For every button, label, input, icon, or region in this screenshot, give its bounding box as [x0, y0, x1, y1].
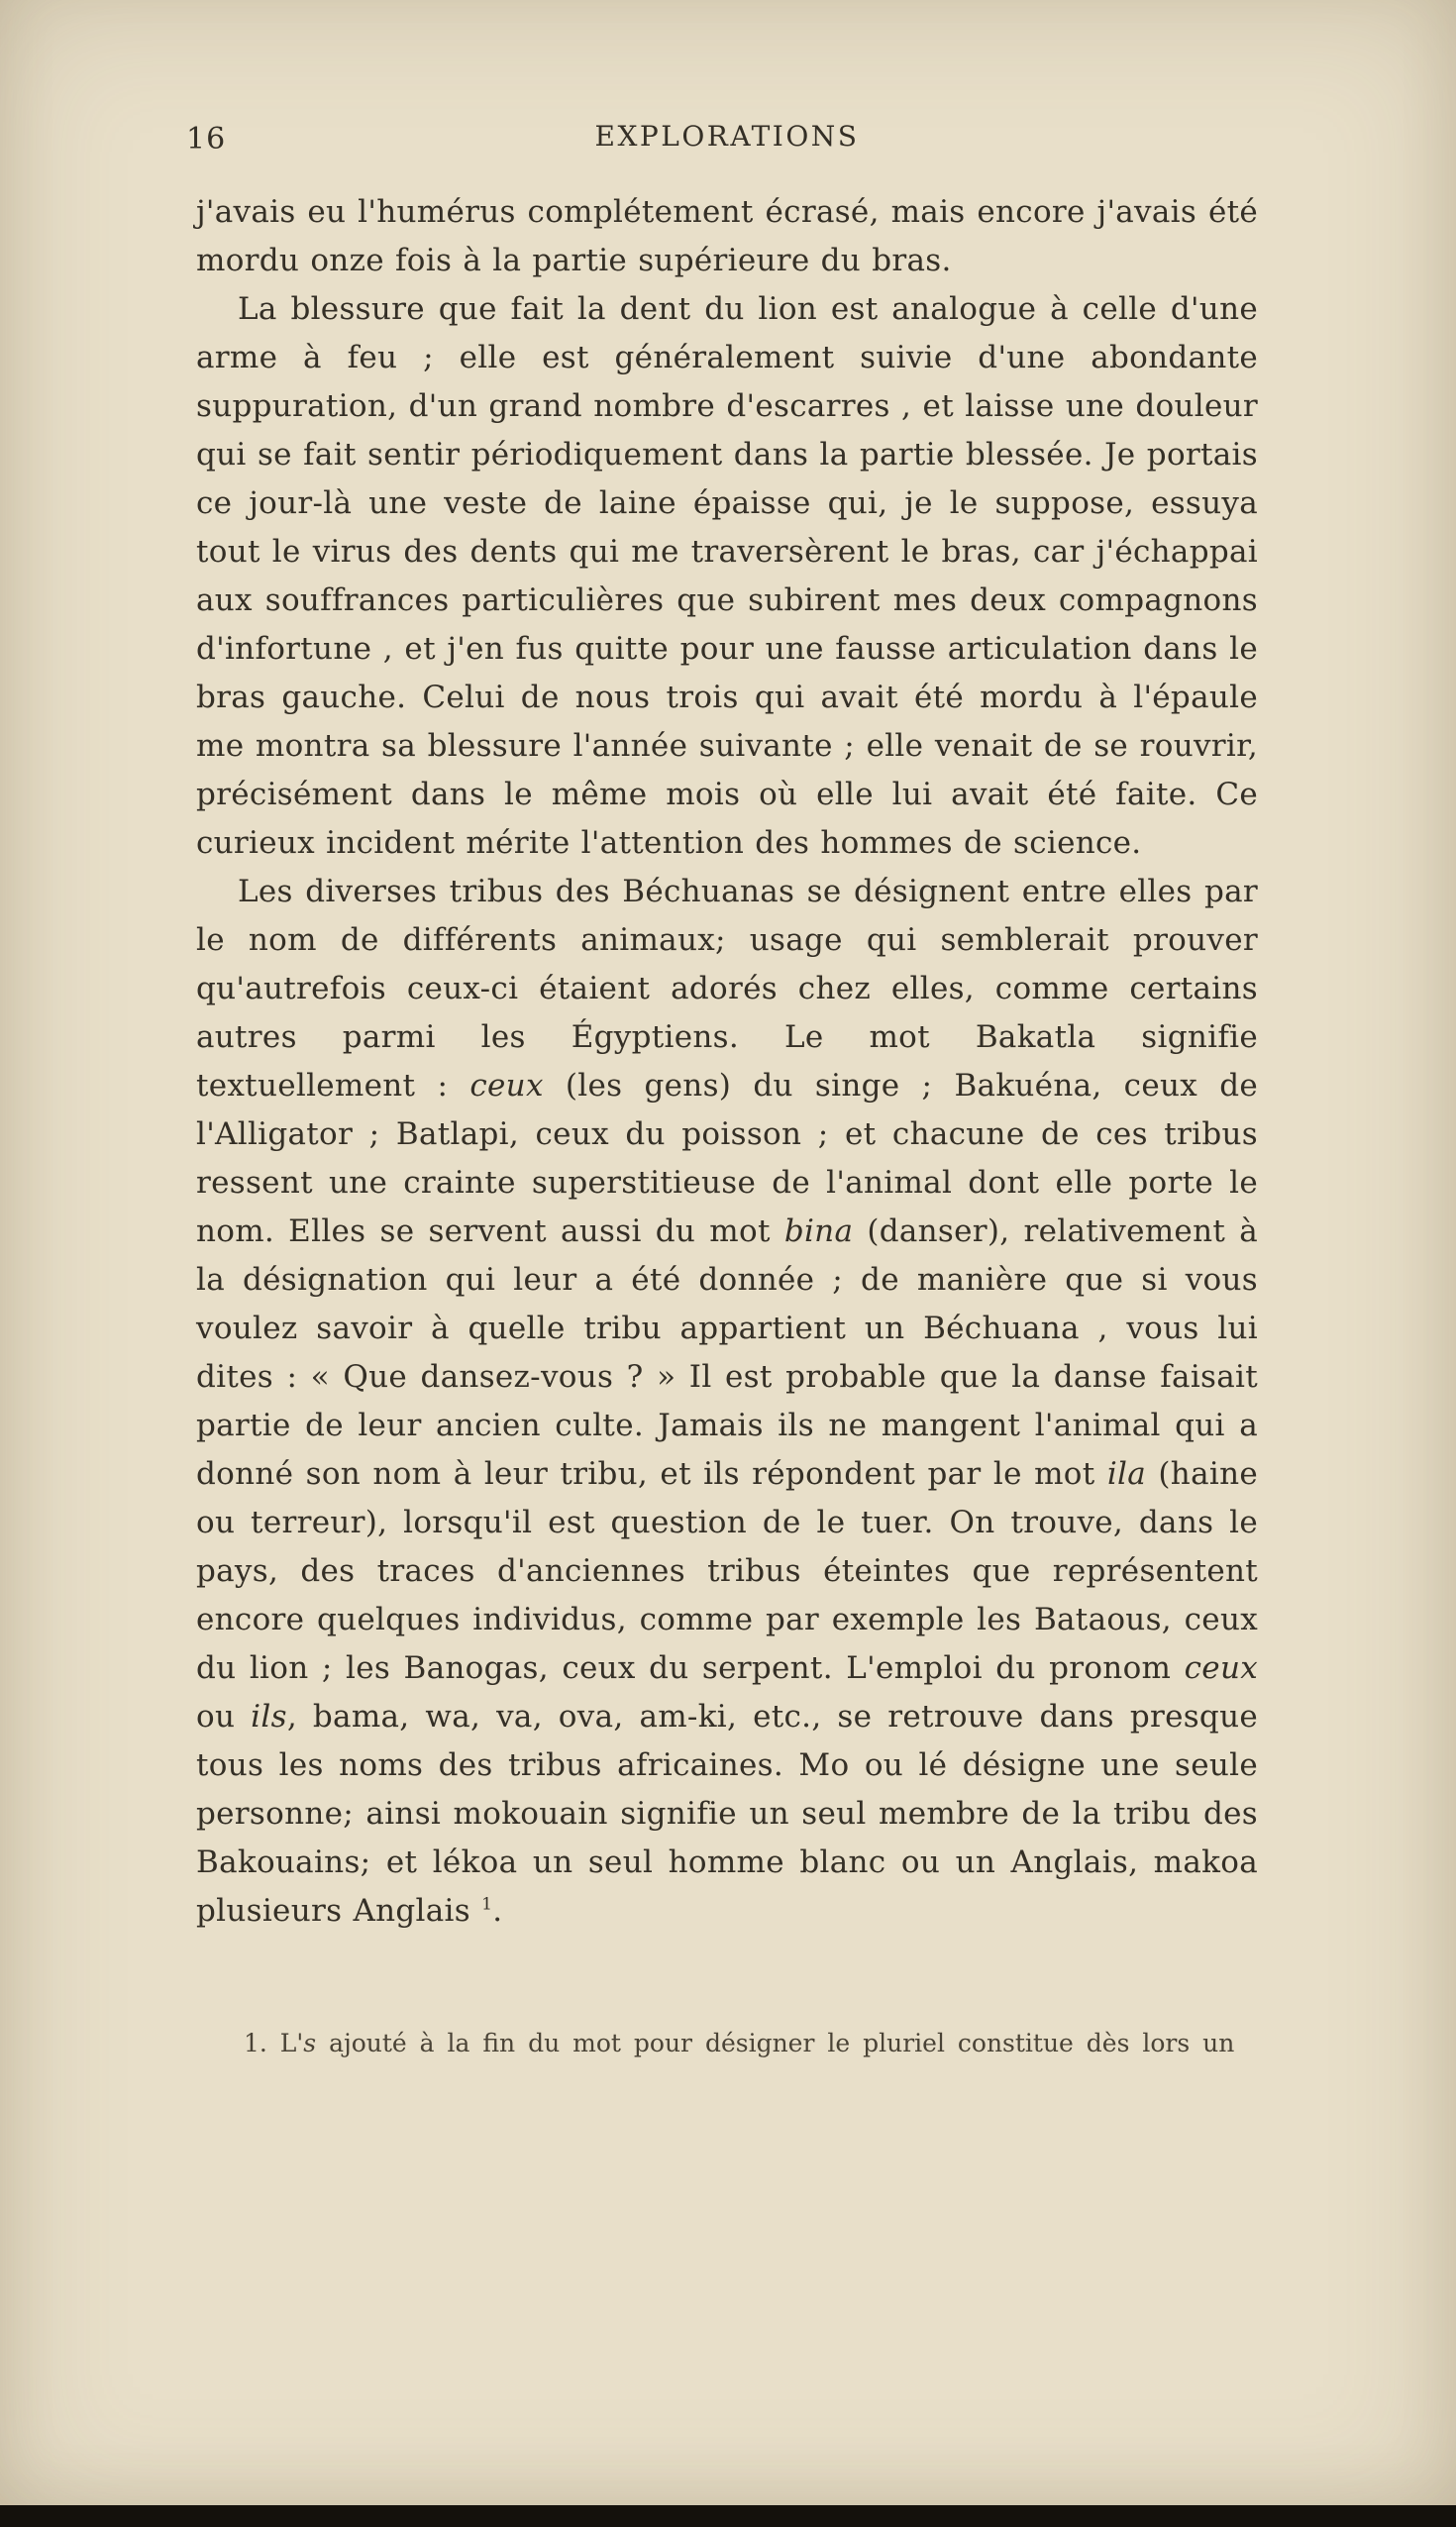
- page-number: 16: [186, 122, 227, 157]
- paragraph: [196, 868, 1258, 1936]
- footnote-text: [196, 2025, 1258, 2062]
- page-header: [186, 117, 1258, 168]
- paragraph: [196, 285, 1258, 868]
- text-segment: s: [303, 2029, 317, 2057]
- footnote: [196, 2025, 1258, 2062]
- text-segment: ils: [251, 1699, 287, 1735]
- footnote-reference: 1: [481, 1894, 493, 1915]
- scan-edge-bottom: [0, 2505, 1456, 2527]
- text-segment: j'avais eu l'humérus complétement écrasé, mais encore j'avais été mordu onze fois à la partie supérieure du bras.: [196, 194, 1258, 278]
- paragraph: [196, 188, 1258, 285]
- text-segment: ceux: [469, 1068, 544, 1104]
- text-segment: La blessure que fait la dent du lion est analogue à celle d'une arme à feu ; elle est généralement suivie d'une abondante suppuration, d'un grand nombre d'escarres , et laisse une douleur qui se fait sentir périodiquement dans la partie blessée. Je portais ce jour-là une veste de laine épaisse qui, je le suppose, essuya tout le virus des dents qui me traversèrent le bras, car j'échappai aux souffrances particulières que subirent mes deux compagnons d'infortune , et j'en fus quitte pour une fausse articulation dans le bras gauche. Celui de nous trois qui avait été mordu à l'épaule me montra sa blessure l'année suivante ; elle venait de se rouvrir, précisément dans le même mois où elle lui avait été faite. Ce curieux incident mérite l'attention des hommes de science.: [196, 291, 1258, 861]
- text-segment: .: [492, 1893, 503, 1929]
- text-segment: (haine ou terreur), lorsqu'il est question de le tuer. On trouve, dans le pays, des traces d'anciennes tribus éteintes que représentent encore quelques individus, comme par exemple les Bataous, ceux du lion ; les Banogas, ceux du serpent. L'emploi du pronom: [196, 1456, 1258, 1686]
- text-segment: Les diverses tribus des Béchuanas se désignent entre elles par le nom de différents animaux; usage qui semblerait prouver qu'autrefois ceux-ci étaient adorés chez elles, comme certains autres parmi les Égyptiens. Le mot Bakatla signifie textuellement :: [196, 874, 1258, 1104]
- running-title: EXPLORATIONS: [594, 120, 860, 153]
- text-segment: (danser), relativement à la désignation qui leur a été donnée ; de manière que si vous voulez savoir à quelle tribu appartient un Béchuana , vous lui dites : « Que dansez-vous ? » Il est probable que la danse faisait partie de leur ancien culte. Jamais ils ne mangent l'animal qui a donné son nom à leur tribu, et ils répondent par le mot: [196, 1213, 1258, 1492]
- body-text: [196, 188, 1258, 1936]
- text-segment: ceux: [1184, 1650, 1258, 1686]
- text-segment: bina: [783, 1213, 854, 1249]
- text-segment: , bama, wa, va, ova, am-ki, etc., se retrouve dans presque tous les noms des tribus africaines. Mo ou lé désigne une seule personne; ainsi mokouain signifie un seul membre de la tribu des Bakouains; et lékoa un seul homme blanc ou un Anglais, makoa plusieurs Anglais: [196, 1699, 1258, 1929]
- text-segment: ila: [1106, 1456, 1147, 1492]
- text-segment: (les gens) du singe ; Bakuéna, ceux de l'Alligator ; Batlapi, ceux du poisson ; et chacune de ces tribus ressent une crainte superstitieuse de l'animal dont elle porte le nom. Elles se servent aussi du mot: [196, 1068, 1258, 1249]
- text-segment: 1. L': [244, 2029, 304, 2057]
- text-segment: ou: [196, 1699, 252, 1735]
- text-segment: ajouté à la fin du mot pour désigner le pluriel constitue dès lors un: [316, 2029, 1235, 2057]
